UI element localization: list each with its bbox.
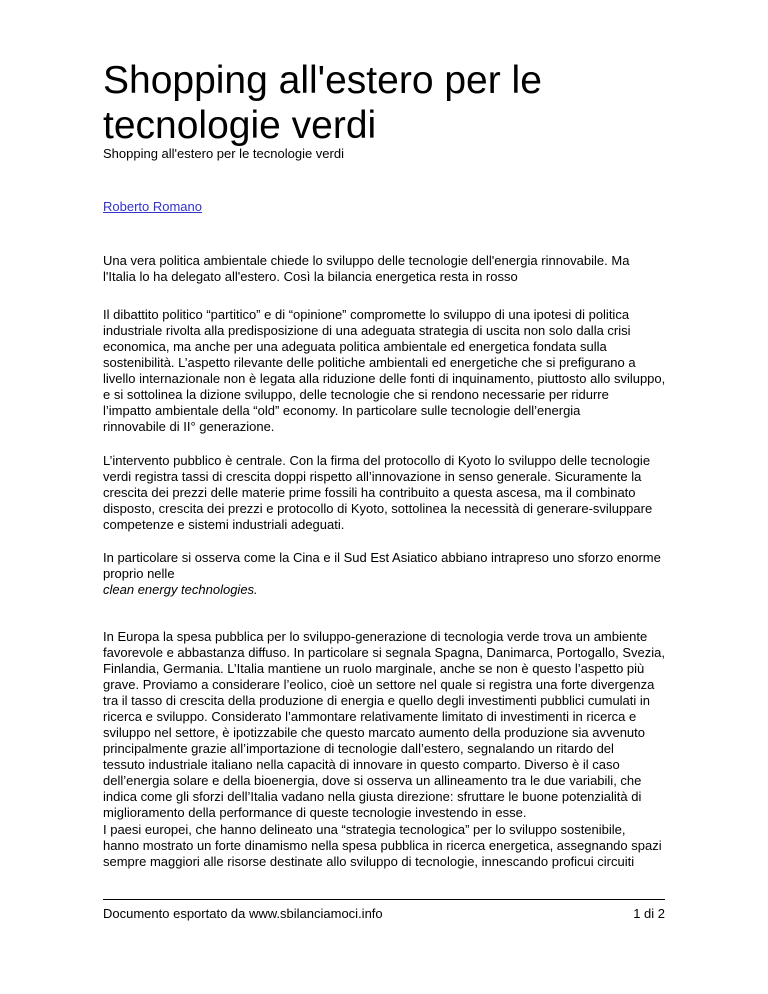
paragraph-3: L’intervento pubblico è centrale. Con la firma del protocollo di Kyoto lo sviluppo delle tecnologie verdi registra tassi di crescita doppi rispetto all’innovazione in senso generale. Sicuramente la crescita dei prezzi delle materie prime fossili ha contribuito a questa ascesa, ma il combinato disposto, crescita dei prezzi e protocollo di Kyoto, sottolinea la necessità di generare-sviluppare competenze e sistemi industriali adeguati. [103, 453, 653, 532]
paragraph-intro: Una vera politica ambientale chiede lo sviluppo delle tecnologie dell'energia rinnovabile. Ma l'Italia lo ha delegato all'estero. Così la bilancia energetica resta in rosso [103, 253, 630, 284]
paragraph-4-text: In particolare si osserva come la Cina e il Sud Est Asiatico abbiano intrapreso uno sforzo enorme proprio nelle [103, 550, 661, 581]
page-title: Shopping all'estero per le tecnologie verdi [103, 59, 542, 147]
paragraph-5: In Europa la spesa pubblica per lo sviluppo-generazione di tecnologia verde trova un ambiente favorevole e abbastanza diffuso. In particolare si segnala Spagna, Danimarca, Portogallo, Svezia, Finlandia, Germania. L’Italia mantiene un ruolo marginale, anche se non è questo l’aspetto più grave. Proviamo a considerare l’eolico, cioè un settore nel quale si registra una forte divergenza tra il tasso di crescita della produzione di energia e quello degli investimenti pubblici cumulati in ricerca e sviluppo. Considerato l’ammontare relativamente limitato di investimenti in ricerca e sviluppo nel settore, è ipotizzabile che questo marcato aumento della produzione sia avvenuto principalmente grazie all’importazione di tecnologie dall’estero, segnalando un ritardo del tessuto industriale italiano nella capacità di innovare in questo comparto. Diverso è il caso dell’energia solare e della bioenergia, dove si osserva un allineamento tra le due variabili, che indica come gli sforzi dell’Italia vadano nella giusta direzione: sfruttare le buone potenzialità di miglioramento della performance di queste tecnologie investendo in esse. [103, 629, 665, 820]
paragraph-2: Il dibattito politico “partitico” e di “opinione” compromette lo sviluppo di una ipotesi di politica industriale rivolta alla predisposizione di una adeguata strategia di uscita non solo dalla crisi economica, ma anche per una adeguata politica ambientale ed energetica fondata sulla sostenibilità. L’aspetto rilevante delle politiche ambientali ed energetiche che si prefigurano a livello internazionale non è legata alla riduzione delle fonti di inquinamento, piuttosto allo sviluppo, e si sottolinea la dizione sviluppo, delle tecnologie che si rendono necessarie per ridurre l’impatto ambientale della “old” economy. In particolare sulle tecnologie dell’energia rinnovabile di II° generazione. [103, 307, 666, 434]
footer-divider [103, 899, 665, 900]
footer-source: Documento esportato da www.sbilanciamoci.info [103, 906, 383, 921]
subtitle: Shopping all'estero per le tecnologie verdi [103, 146, 344, 161]
paragraph-4 [103, 550, 669, 598]
page-number: 1 di 2 [633, 906, 665, 921]
paragraph-6: I paesi europei, che hanno delineato una “strategia tecnologica” per lo sviluppo sostenibile, hanno mostrato un forte dinamismo nella spesa pubblica in ricerca energetica, assegnando spazi sempre maggiori alle risorse destinate allo sviluppo di tecnologie, innescando proficui circuiti [103, 822, 662, 869]
author-link[interactable]: Roberto Romano [103, 199, 202, 214]
italic-phrase: clean energy technologies. [103, 582, 258, 597]
